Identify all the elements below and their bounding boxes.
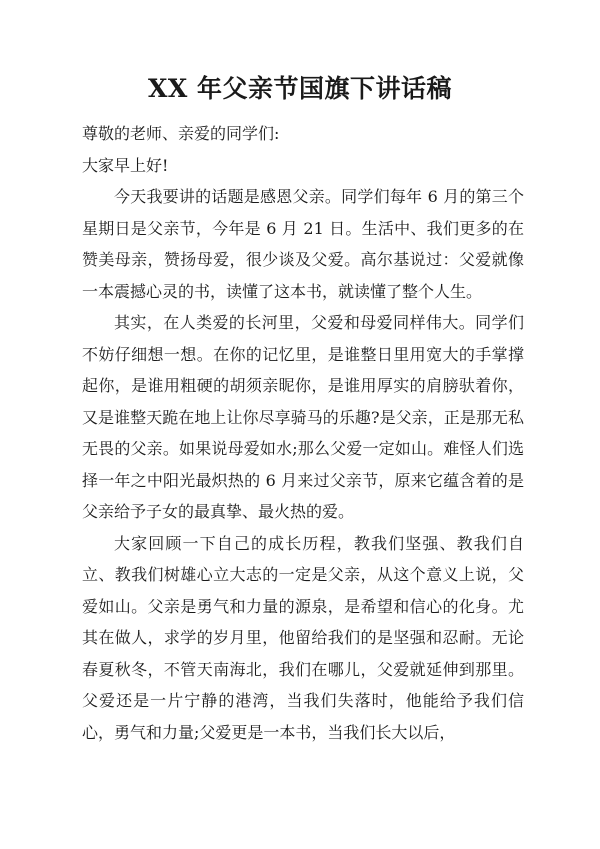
paragraph-1: 今天我要讲的话题是感恩父亲。同学们每年 6 月的第三个星期日是父亲节，今年是 6 月 21 日。生活中、我们更多的在赞美母亲，赞扬母爱，很少谈及父爱。高尔基说过：父爱就像一本震撼心灵的书，读懂了这本书，就读懂了整个人生。	[82, 187, 524, 301]
document-title: XX 年父亲节国旗下讲话稿	[148, 74, 452, 103]
document-body	[82, 118, 524, 748]
paragraph-3: 大家回顾一下自己的成长历程，教我们坚强、教我们自立、教我们树雄心立大志的一定是父亲，从这个意义上说，父爱如山。父亲是勇气和力量的源泉，是希望和信心的化身。尤其在做人，求学的岁月里，他留给我们的是坚强和忍耐。无论春夏秋冬，不管天南海北，我们在哪儿，父爱就延伸到那里。父爱还是一片宁静的港湾，当我们失落时，他能给予我们信心，勇气和力量;父爱更是一本书，当我们长大以后，	[82, 533, 524, 742]
paragraph-2: 其实，在人类爱的长河里，父爱和母爱同样伟大。同学们不妨仔细想一想。在你的记忆里，是谁整日里用宽大的手掌撑起你，是谁用粗硬的胡须亲昵你，是谁用厚实的肩膀驮着你，又是谁整天跪在地上让你尽享骑马的乐趣?是父亲，正是那无私无畏的父亲。如果说母爱如水;那么父爱一定如山。难怪人们选择一年之中阳光最炽热的 6 月来过父亲节，原来它蕴含着的是父亲给予子女的最真挚、最火热的爱。	[82, 313, 524, 521]
salutation: 尊敬的老师、亲爱的同学们:	[82, 124, 280, 143]
greeting: 大家早上好!	[82, 155, 169, 175]
